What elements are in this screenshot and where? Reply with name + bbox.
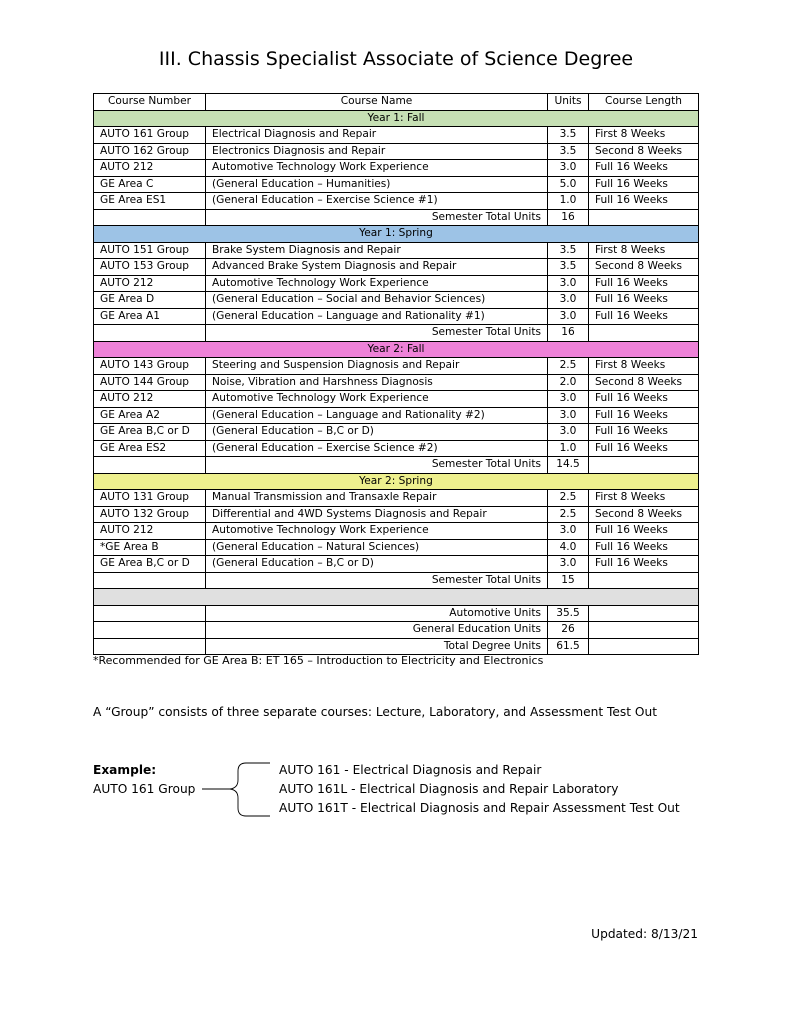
semester-total-row — [94, 457, 699, 474]
semester-total-label: Semester Total Units — [206, 572, 548, 589]
course-row — [94, 259, 699, 276]
course-row — [94, 374, 699, 391]
empty-cell — [94, 622, 206, 639]
course-number: AUTO 131 Group — [94, 490, 206, 507]
semester-total-value: 16 — [548, 325, 589, 342]
header-units: Units — [548, 94, 589, 111]
course-name: (General Education – Exercise Science #2) — [206, 440, 548, 457]
course-length: Full 16 Weeks — [589, 440, 699, 457]
summary-value: 61.5 — [548, 638, 589, 655]
course-number: GE Area A1 — [94, 308, 206, 325]
course-length: First 8 Weeks — [589, 127, 699, 144]
semester-total-label: Semester Total Units — [206, 457, 548, 474]
course-row — [94, 160, 699, 177]
course-name: (General Education – Social and Behavior Sciences) — [206, 292, 548, 309]
course-number: GE Area B,C or D — [94, 424, 206, 441]
semester-total-row — [94, 325, 699, 342]
summary-label: Total Degree Units — [206, 638, 548, 655]
course-units: 5.0 — [548, 176, 589, 193]
course-length: Full 16 Weeks — [589, 160, 699, 177]
course-row — [94, 506, 699, 523]
course-row — [94, 407, 699, 424]
course-units: 3.0 — [548, 407, 589, 424]
course-length: Full 16 Weeks — [589, 556, 699, 573]
course-units: 3.0 — [548, 424, 589, 441]
empty-cell — [94, 638, 206, 655]
course-name: (General Education – Humanities) — [206, 176, 548, 193]
course-number: AUTO 162 Group — [94, 143, 206, 160]
course-row — [94, 440, 699, 457]
course-name: Manual Transmission and Transaxle Repair — [206, 490, 548, 507]
example-item-laboratory: AUTO 161L - Electrical Diagnosis and Repair Laboratory — [279, 782, 619, 796]
course-name: Steering and Suspension Diagnosis and Repair — [206, 358, 548, 375]
course-length: Full 16 Weeks — [589, 391, 699, 408]
course-number: GE Area A2 — [94, 407, 206, 424]
updated-date: Updated: 8/13/21 — [591, 927, 698, 941]
empty-cell — [94, 605, 206, 622]
course-row — [94, 308, 699, 325]
footnote: *Recommended for GE Area B: ET 165 – Introduction to Electricity and Electronics — [93, 654, 544, 667]
course-length: First 8 Weeks — [589, 490, 699, 507]
course-units: 3.0 — [548, 556, 589, 573]
bracket-icon — [200, 760, 275, 820]
summary-value: 35.5 — [548, 605, 589, 622]
course-row — [94, 556, 699, 573]
course-name: Automotive Technology Work Experience — [206, 523, 548, 540]
course-row — [94, 275, 699, 292]
course-name: Electrical Diagnosis and Repair — [206, 127, 548, 144]
empty-cell — [589, 457, 699, 474]
empty-cell — [589, 572, 699, 589]
course-name: Advanced Brake System Diagnosis and Repair — [206, 259, 548, 276]
semester-total-row — [94, 572, 699, 589]
course-length: Second 8 Weeks — [589, 259, 699, 276]
course-units: 1.0 — [548, 440, 589, 457]
course-number: AUTO 132 Group — [94, 506, 206, 523]
semester-total-value: 14.5 — [548, 457, 589, 474]
summary-value: 26 — [548, 622, 589, 639]
course-number: AUTO 151 Group — [94, 242, 206, 259]
empty-cell — [94, 572, 206, 589]
summary-label: General Education Units — [206, 622, 548, 639]
course-units: 3.0 — [548, 308, 589, 325]
course-row — [94, 127, 699, 144]
header-course-length: Course Length — [589, 94, 699, 111]
course-row — [94, 193, 699, 210]
section-label: Year 2: Spring — [94, 473, 699, 490]
course-units: 3.0 — [548, 275, 589, 292]
course-units: 3.0 — [548, 391, 589, 408]
empty-cell — [589, 605, 699, 622]
empty-cell — [589, 209, 699, 226]
course-number: GE Area C — [94, 176, 206, 193]
degree-plan-table — [93, 93, 699, 655]
course-number: AUTO 212 — [94, 160, 206, 177]
course-number: GE Area ES2 — [94, 440, 206, 457]
course-length: Second 8 Weeks — [589, 506, 699, 523]
semester-total-label: Semester Total Units — [206, 209, 548, 226]
course-length: Full 16 Weeks — [589, 292, 699, 309]
semester-total-value: 15 — [548, 572, 589, 589]
course-number: AUTO 144 Group — [94, 374, 206, 391]
course-length: Full 16 Weeks — [589, 407, 699, 424]
course-row — [94, 490, 699, 507]
course-units: 4.0 — [548, 539, 589, 556]
empty-cell — [589, 622, 699, 639]
course-length: Full 16 Weeks — [589, 523, 699, 540]
course-row — [94, 539, 699, 556]
course-row — [94, 391, 699, 408]
course-row — [94, 358, 699, 375]
course-number: GE Area B,C or D — [94, 556, 206, 573]
course-name: (General Education – Exercise Science #1) — [206, 193, 548, 210]
group-definition: A “Group” consists of three separate courses: Lecture, Laboratory, and Assessment Test Out — [93, 705, 657, 719]
course-number: GE Area ES1 — [94, 193, 206, 210]
course-row — [94, 424, 699, 441]
course-name: Automotive Technology Work Experience — [206, 391, 548, 408]
semester-total-value: 16 — [548, 209, 589, 226]
course-number: *GE Area B — [94, 539, 206, 556]
example-label: Example: — [93, 763, 157, 777]
spacer-cell — [94, 589, 699, 606]
semester-total-row — [94, 209, 699, 226]
section-header-row — [94, 226, 699, 243]
section-header-row — [94, 110, 699, 127]
empty-cell — [94, 209, 206, 226]
course-units: 3.5 — [548, 127, 589, 144]
course-length: Full 16 Weeks — [589, 308, 699, 325]
course-name: (General Education – Language and Rationality #2) — [206, 407, 548, 424]
empty-cell — [94, 457, 206, 474]
course-units: 1.0 — [548, 193, 589, 210]
course-name: Brake System Diagnosis and Repair — [206, 242, 548, 259]
course-units: 3.0 — [548, 523, 589, 540]
course-units: 2.5 — [548, 358, 589, 375]
section-header-row — [94, 473, 699, 490]
course-row — [94, 523, 699, 540]
course-name: (General Education – B,C or D) — [206, 556, 548, 573]
example-item-test-out: AUTO 161T - Electrical Diagnosis and Repair Assessment Test Out — [279, 801, 680, 815]
section-label: Year 1: Fall — [94, 110, 699, 127]
course-number: AUTO 212 — [94, 523, 206, 540]
course-name: (General Education – Language and Rationality #1) — [206, 308, 548, 325]
course-number: AUTO 143 Group — [94, 358, 206, 375]
course-length: Second 8 Weeks — [589, 374, 699, 391]
empty-cell — [94, 325, 206, 342]
course-row — [94, 176, 699, 193]
header-course-name: Course Name — [206, 94, 548, 111]
course-length: Full 16 Weeks — [589, 424, 699, 441]
section-label: Year 2: Fall — [94, 341, 699, 358]
course-units: 3.0 — [548, 292, 589, 309]
course-number: AUTO 212 — [94, 275, 206, 292]
course-number: GE Area D — [94, 292, 206, 309]
course-name: (General Education – B,C or D) — [206, 424, 548, 441]
section-label: Year 1: Spring — [94, 226, 699, 243]
example-course: AUTO 161 Group — [93, 782, 196, 796]
page-title: III. Chassis Specialist Associate of Science Degree — [158, 48, 634, 70]
summary-label: Automotive Units — [206, 605, 548, 622]
empty-cell — [589, 638, 699, 655]
empty-cell — [589, 325, 699, 342]
course-row — [94, 292, 699, 309]
course-units: 3.0 — [548, 160, 589, 177]
course-units: 3.5 — [548, 143, 589, 160]
course-units: 2.5 — [548, 506, 589, 523]
summary-row — [94, 638, 699, 655]
course-length: First 8 Weeks — [589, 358, 699, 375]
course-length: Full 16 Weeks — [589, 176, 699, 193]
summary-row — [94, 622, 699, 639]
course-length: Second 8 Weeks — [589, 143, 699, 160]
header-course-number: Course Number — [94, 94, 206, 111]
course-units: 3.5 — [548, 259, 589, 276]
course-name: (General Education – Natural Sciences) — [206, 539, 548, 556]
summary-row — [94, 605, 699, 622]
course-units: 2.5 — [548, 490, 589, 507]
course-length: Full 16 Weeks — [589, 193, 699, 210]
course-number: AUTO 212 — [94, 391, 206, 408]
course-name: Electronics Diagnosis and Repair — [206, 143, 548, 160]
course-number: AUTO 153 Group — [94, 259, 206, 276]
course-number: AUTO 161 Group — [94, 127, 206, 144]
spacer-row — [94, 589, 699, 606]
course-length: First 8 Weeks — [589, 242, 699, 259]
header-row — [94, 94, 699, 111]
course-name: Automotive Technology Work Experience — [206, 160, 548, 177]
course-units: 3.5 — [548, 242, 589, 259]
course-name: Noise, Vibration and Harshness Diagnosis — [206, 374, 548, 391]
course-length: Full 16 Weeks — [589, 539, 699, 556]
example-item-lecture: AUTO 161 - Electrical Diagnosis and Repair — [279, 763, 542, 777]
course-row — [94, 242, 699, 259]
semester-total-label: Semester Total Units — [206, 325, 548, 342]
course-name: Differential and 4WD Systems Diagnosis and Repair — [206, 506, 548, 523]
course-row — [94, 143, 699, 160]
course-name: Automotive Technology Work Experience — [206, 275, 548, 292]
course-units: 2.0 — [548, 374, 589, 391]
course-length: Full 16 Weeks — [589, 275, 699, 292]
section-header-row — [94, 341, 699, 358]
